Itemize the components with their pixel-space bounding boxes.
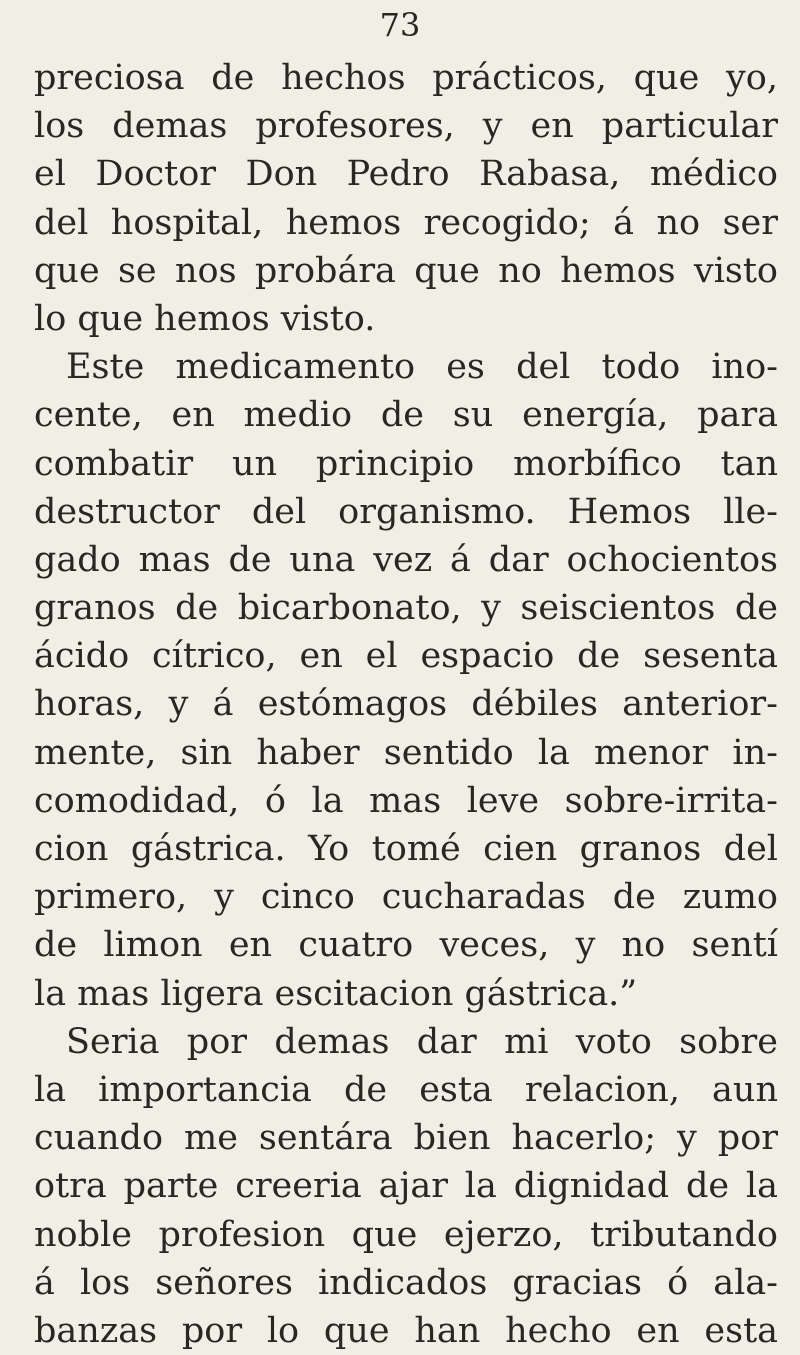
text-line: Este medicamento es del todo ino- bbox=[66, 347, 778, 388]
text-line: comodidad, ó la mas leve sobre-irrita- bbox=[34, 780, 778, 821]
text-line: mente, sin haber sentido la menor in- bbox=[34, 732, 778, 773]
text-line: de limon en cuatro veces, y no sentí bbox=[34, 925, 778, 966]
page-number: 73 bbox=[379, 6, 421, 44]
text-line: gado mas de una vez á dar ochocientos bbox=[34, 539, 778, 580]
text-line: combatir un principio morbífico tan bbox=[34, 443, 778, 484]
text-line: que se nos probára que no hemos visto bbox=[34, 250, 778, 291]
text-line: Seria por demas dar mi voto sobre bbox=[66, 1021, 778, 1062]
text-line: la importancia de esta relacion, aun bbox=[34, 1069, 778, 1110]
text-line: cion gástrica. Yo tomé cien granos del bbox=[34, 829, 778, 869]
text-line: á los señores indicados gracias ó ala- bbox=[34, 1262, 778, 1303]
text-line: los demas profesores, y en particular bbox=[34, 106, 778, 147]
text-line: destructor del organismo. Hemos lle- bbox=[34, 491, 778, 532]
text-line: banzas por lo que han hecho en esta bbox=[34, 1310, 778, 1351]
text-line: lo que hemos visto. bbox=[34, 298, 376, 339]
text-line: la mas ligera escitacion gástrica.” bbox=[34, 973, 638, 1014]
text-line: del hospital, hemos recogido; á no ser bbox=[34, 202, 778, 243]
text-line: preciosa de hechos prácticos, que yo, bbox=[34, 58, 778, 98]
body-text bbox=[34, 54, 778, 1355]
text-line: el Doctor Don Pedro Rabasa, médico bbox=[34, 154, 778, 195]
text-line: otra parte creeria ajar la dignidad de la bbox=[34, 1166, 778, 1207]
text-line: ácido cítrico, en el espacio de sesenta bbox=[34, 636, 778, 677]
text-line: primero, y cinco cucharadas de zumo bbox=[34, 877, 778, 918]
text-line: horas, y á estómagos débiles anterior- bbox=[34, 684, 778, 725]
text-line: cuando me sentára bien hacerlo; y por bbox=[34, 1118, 778, 1159]
text-line: cente, en medio de su energía, para bbox=[34, 395, 778, 436]
text-line: noble profesion que ejerzo, tributando bbox=[34, 1214, 778, 1255]
text-line: granos de bicarbonato, y seiscientos de bbox=[34, 588, 778, 629]
